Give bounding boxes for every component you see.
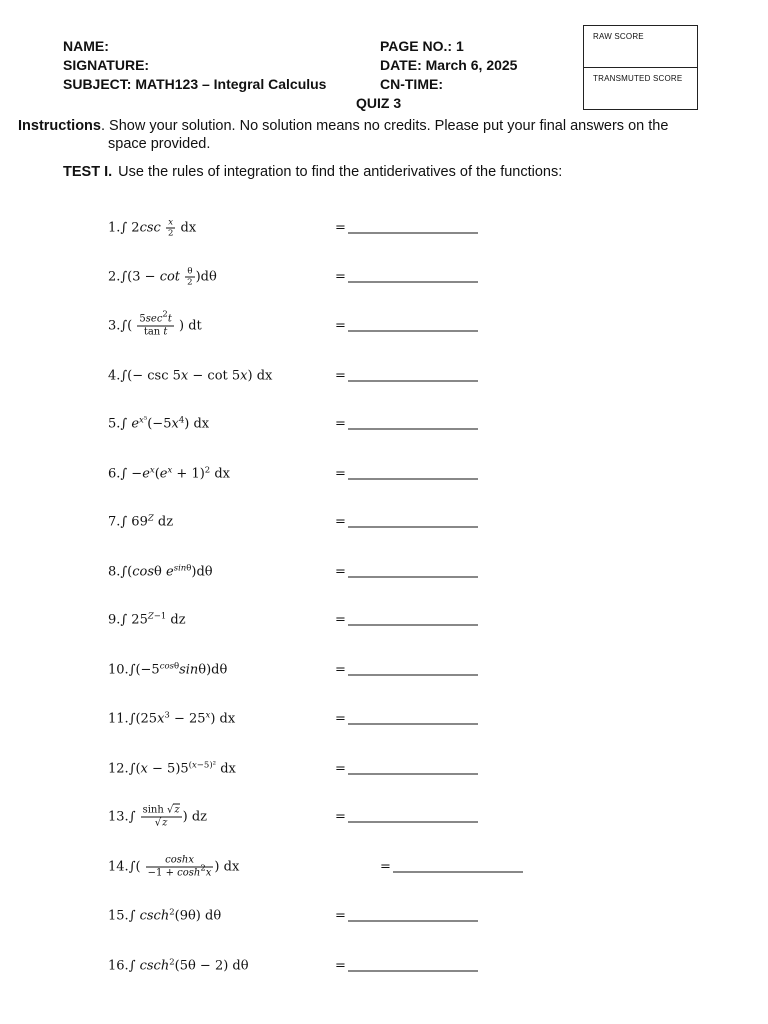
problem-11 (108, 704, 538, 734)
problem-6 (108, 459, 538, 489)
answer-blank[interactable]: = (335, 762, 478, 777)
problem-expression: 5.∫ $e^{x^5}(-5x^4)$ dx (108, 415, 210, 432)
problem-number: 4. (108, 368, 121, 384)
problem-number: 9. (108, 612, 121, 628)
problem-expression: 3.∫( $\frac{5\sec^2t}{\text{tan t}}$ ) dt (108, 309, 202, 338)
answer-blank[interactable]: = (335, 565, 478, 580)
problem-expression: 2.∫(3 − cot $\frac{\theta}{2}$ )dθ (108, 266, 217, 288)
answer-blank[interactable]: = (335, 515, 478, 530)
problem-2 (108, 262, 538, 292)
problem-expression: 15.∫ csch$^2$(9θ) dθ (108, 907, 222, 924)
problem-expression: 4.∫(− csc 5x − cot 5x) dx (108, 368, 273, 384)
problem-8 (108, 557, 538, 587)
answer-blank[interactable]: = (335, 810, 478, 825)
answer-blank[interactable]: = (335, 319, 478, 334)
raw-score-cell: RAW SCORE (584, 26, 697, 68)
instructions-text-continued: space provided. (108, 136, 211, 152)
score-box (583, 25, 698, 110)
test-label: TEST I. (63, 164, 113, 180)
answer-blank[interactable]: = (335, 959, 478, 974)
problem-number: 2. (108, 269, 121, 285)
problem-number: 1. (108, 220, 121, 236)
problem-3 (108, 311, 538, 341)
problem-9 (108, 605, 538, 635)
problem-7 (108, 507, 538, 537)
problem-14 (108, 852, 538, 882)
test-instructions: Use the rules of integration to find the antiderivatives of the functions: (118, 164, 563, 180)
answer-blank[interactable]: = (335, 663, 478, 678)
instructions (18, 117, 748, 153)
answer-blank[interactable]: = (380, 860, 523, 875)
answer-blank[interactable]: = (335, 417, 478, 432)
problem-number: 16. (108, 958, 129, 974)
problem-12 (108, 754, 538, 784)
answer-blank[interactable]: = (335, 221, 478, 236)
problem-5 (108, 409, 538, 439)
problem-1 (108, 213, 538, 243)
problem-number: 13. (108, 809, 129, 825)
problem-expression: 8.∫(cosθ $e^{sin\theta})d\theta$ (108, 563, 213, 580)
test-heading (63, 164, 562, 180)
name-label: NAME: (63, 38, 109, 54)
problem-16 (108, 951, 538, 981)
problem-number: 15. (108, 908, 129, 924)
problem-15 (108, 901, 538, 931)
problem-number: 11. (108, 711, 129, 727)
problem-10 (108, 655, 538, 685)
answer-blank[interactable]: = (335, 369, 478, 384)
instructions-label: Instructions (18, 118, 101, 134)
answer-blank[interactable]: = (335, 270, 478, 285)
problem-number: 10. (108, 662, 129, 678)
problem-number: 14. (108, 859, 129, 875)
problem-expression: 16.∫ csch$^2$(5θ − 2) dθ (108, 957, 249, 974)
problem-expression: 7.∫ $69^Z$ dz (108, 513, 174, 530)
subject-label: SUBJECT: MATH123 – Integral Calculus (63, 76, 327, 92)
answer-blank[interactable]: = (335, 613, 478, 628)
quiz-info-block (380, 37, 517, 94)
answer-blank[interactable]: = (335, 712, 478, 727)
signature-label: SIGNATURE: (63, 57, 150, 73)
problem-expression: 14.∫( $\frac{\cosh x}{-1 + \cosh^2x}$ ) dx (108, 854, 240, 879)
problem-4 (108, 361, 538, 391)
student-info-block (63, 37, 326, 94)
problem-expression: 1.∫ 2csc $\frac{x}{2}$ dx (108, 217, 197, 239)
problem-expression: 9.∫ $25^{Z-1}$ dz (108, 611, 186, 628)
problem-expression: $12.\int(x - 5)5^{(x-5)^2}$ dx (108, 760, 236, 777)
problem-expression: $10.\int(-5^{cos\theta}\sin\theta)d\theta$ (108, 661, 228, 678)
date-label: DATE: March 6, 2025 (380, 57, 518, 73)
problem-13 (108, 802, 538, 832)
problem-expression: $6.\int -e^x(e^x + 1)^2$ dx (108, 465, 231, 482)
cn-time-label: CN-TIME: (380, 76, 443, 92)
problem-number: 6. (108, 466, 121, 482)
problem-expression: $11.\int(25x^3 - 25^x)$ dx (108, 710, 236, 727)
answer-blank[interactable]: = (335, 467, 478, 482)
problem-number: 7. (108, 514, 121, 530)
answer-blank[interactable]: = (335, 909, 478, 924)
problem-number: 12. (108, 761, 129, 777)
problem-expression: 13.∫ $\frac{\sinh √z}{√z}$ ) dz (108, 804, 208, 829)
problem-number: 3. (108, 318, 121, 334)
problem-number: 8. (108, 564, 121, 580)
transmuted-score-cell: TRANSMUTED SCORE (593, 73, 683, 83)
instructions-text: . Show your solution. No solution means no credits. Please put your final answers on the (100, 118, 669, 134)
quiz-title: QUIZ 3 (356, 95, 402, 111)
problem-number: 5. (108, 416, 121, 432)
page-number: PAGE NO.: 1 (380, 38, 464, 54)
